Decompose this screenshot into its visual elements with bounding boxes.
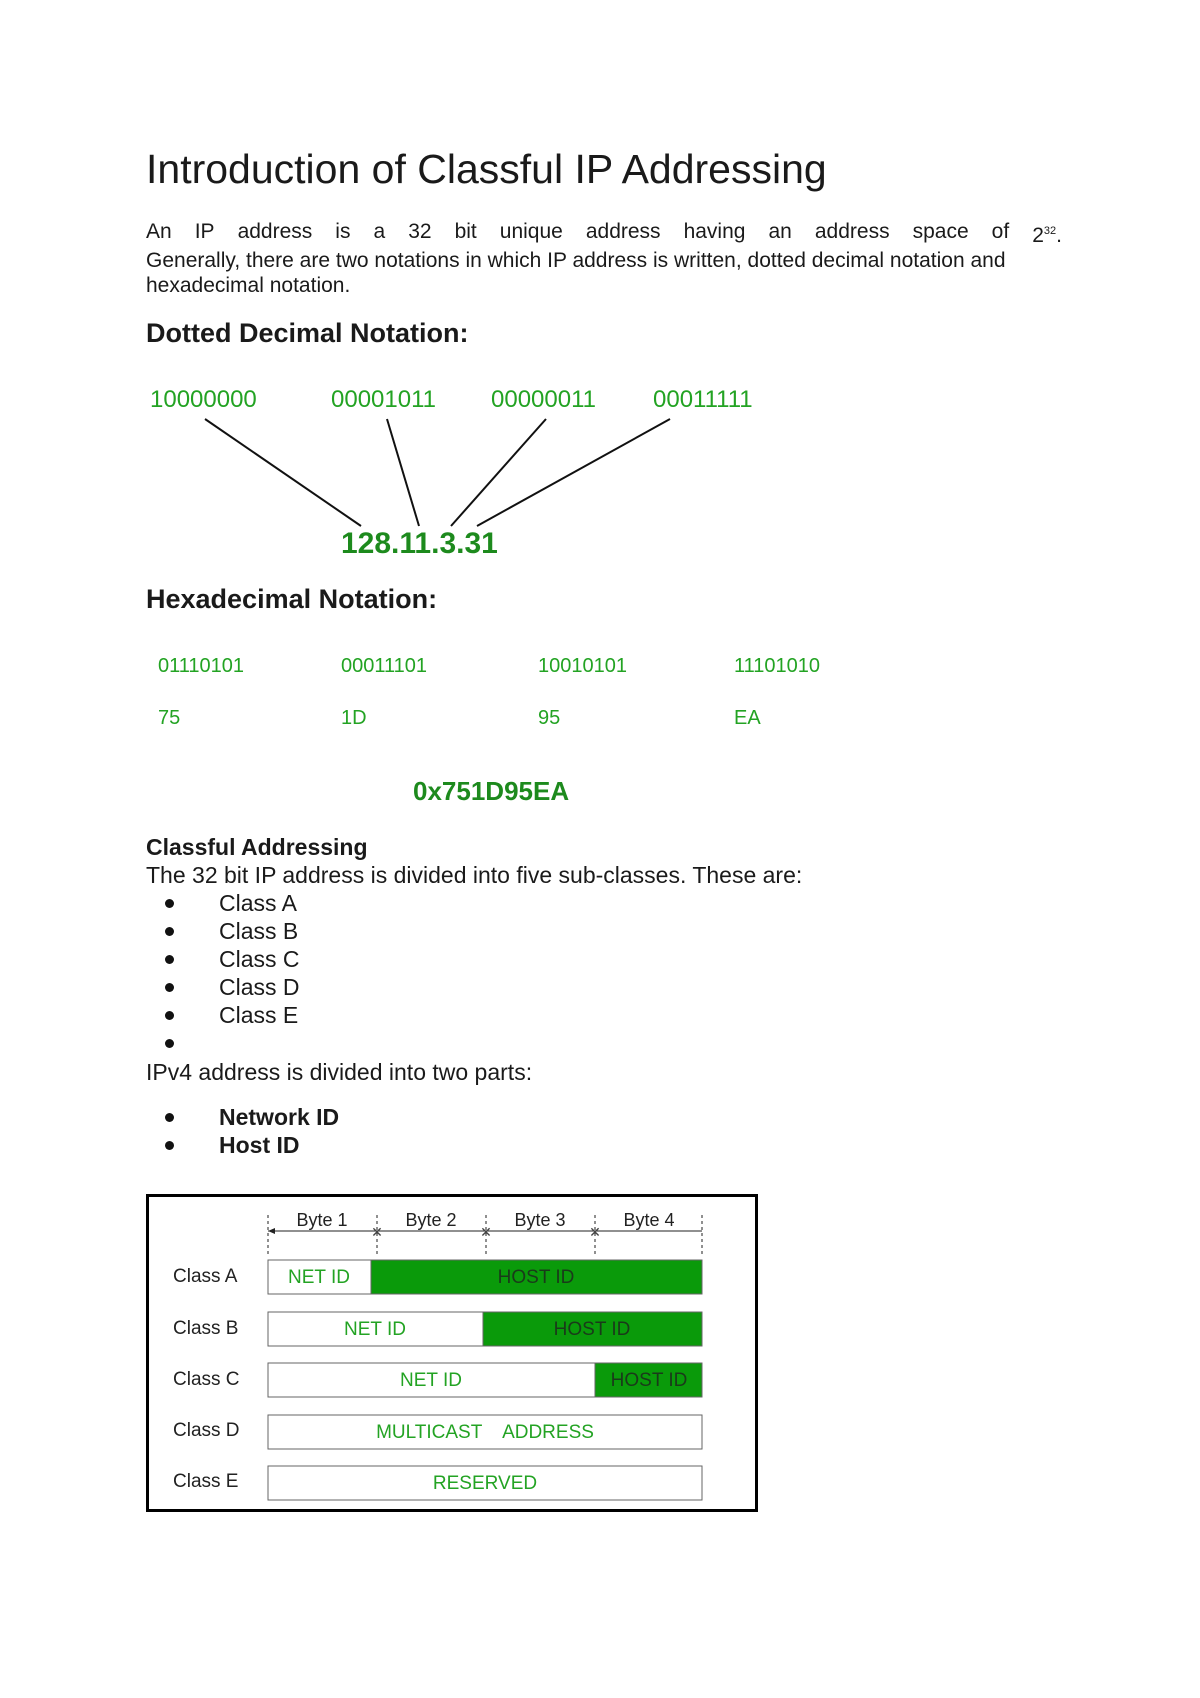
connector-line bbox=[387, 419, 419, 526]
class-b-host-label: HOST ID bbox=[553, 1319, 631, 1340]
arrow-left-icon bbox=[268, 1228, 275, 1234]
hex-binary-3: 10010101 bbox=[538, 655, 627, 677]
dotted-heading: Dotted Decimal Notation: bbox=[146, 318, 469, 348]
intro-word: 32 bbox=[408, 220, 432, 243]
bullet-icon bbox=[165, 1113, 174, 1122]
dotted-result: 128.11.3.31 bbox=[341, 527, 498, 560]
parts-intro: IPv4 address is divided into two parts: bbox=[146, 1059, 533, 1085]
page-title: Introduction of Classful IP Addressing bbox=[146, 146, 827, 192]
intro-word: bit bbox=[454, 220, 477, 243]
hex-binary-2: 00011101 bbox=[341, 655, 428, 677]
intro-word: space bbox=[912, 220, 969, 243]
dotted-octet-2: 00001011 bbox=[331, 386, 436, 413]
class-b-net-label: NET ID bbox=[344, 1319, 406, 1340]
hex-value-2: 1D bbox=[341, 707, 367, 729]
hex-value-4: EA bbox=[734, 707, 761, 729]
intro-word: of bbox=[991, 220, 1010, 243]
hex-binary-4: 11101010 bbox=[734, 655, 821, 677]
row-label-class-e: Class E bbox=[173, 1471, 239, 1492]
intro-word: address bbox=[237, 220, 313, 243]
address-space-value: $2^{32}$. bbox=[1032, 224, 1062, 247]
class-c-host-label: HOST ID bbox=[610, 1370, 688, 1391]
bullet-icon bbox=[165, 899, 174, 908]
hex-value-3: 95 bbox=[538, 707, 561, 729]
class-a-host-label: HOST ID bbox=[497, 1267, 575, 1288]
classful-intro: The 32 bit IP address is divided into five sub-classes. These are: bbox=[146, 862, 803, 888]
byte-label-1: Byte 1 bbox=[296, 1210, 348, 1230]
dotted-octet-4: 00011111 bbox=[653, 386, 753, 413]
row-label-class-d: Class D bbox=[173, 1420, 240, 1441]
class-diagram-svg bbox=[149, 1197, 755, 1509]
divider-mark-icon: ✕ bbox=[589, 1224, 601, 1240]
bullet-icon bbox=[165, 955, 174, 964]
intro-word: having bbox=[683, 220, 746, 243]
connector-line bbox=[477, 419, 670, 526]
divider-mark-icon: ✕ bbox=[480, 1224, 492, 1240]
class-c-net-label: NET ID bbox=[400, 1370, 462, 1391]
connector-line bbox=[451, 419, 546, 526]
divider-mark-icon: ✕ bbox=[371, 1224, 383, 1240]
intro-line-2: Generally, there are two notations in which IP address is written, dotted decimal notation and bbox=[146, 249, 1006, 272]
class-e-label: RESERVED bbox=[432, 1473, 538, 1494]
byte-label-4: Byte 4 bbox=[623, 1210, 675, 1230]
dotted-octet-1: 10000000 bbox=[150, 386, 257, 413]
byte-label-2: Byte 2 bbox=[405, 1210, 457, 1230]
class-diagram bbox=[146, 1194, 758, 1512]
dotted-octet-3: 00000011 bbox=[491, 386, 596, 413]
connector-line bbox=[205, 419, 361, 526]
intro-word: unique bbox=[499, 220, 563, 243]
hex-heading: Hexadecimal Notation: bbox=[146, 584, 438, 614]
intro-word: is bbox=[335, 220, 351, 243]
class-a-net-label: NET ID bbox=[288, 1267, 350, 1288]
row-label-class-c: Class C bbox=[173, 1369, 240, 1390]
intro-word: IP bbox=[194, 220, 215, 243]
row-label-class-b: Class B bbox=[173, 1318, 239, 1339]
classful-heading: Classful Addressing bbox=[146, 834, 368, 860]
row-label-class-a: Class A bbox=[173, 1266, 238, 1287]
hex-result: 0x751D95EA bbox=[413, 776, 570, 806]
intro-word: address bbox=[814, 220, 890, 243]
dotted-connector-lines bbox=[0, 0, 1200, 600]
bullet-icon bbox=[165, 927, 174, 936]
intro-line-3: hexadecimal notation. bbox=[146, 274, 351, 297]
intro-word: address bbox=[585, 220, 661, 243]
bullet-icon bbox=[165, 1039, 174, 1048]
intro-word: An bbox=[146, 220, 172, 243]
class-d-label: MULTICAST ADDRESS bbox=[376, 1422, 594, 1443]
byte-label-3: Byte 3 bbox=[514, 1210, 566, 1230]
intro-word: an bbox=[768, 220, 792, 243]
bullet-icon bbox=[165, 983, 174, 992]
intro-word: a bbox=[373, 220, 386, 243]
hex-binary-1: 01110101 bbox=[158, 655, 245, 677]
bullet-icon bbox=[165, 1141, 174, 1150]
bullet-icon bbox=[165, 1011, 174, 1020]
hex-value-1: 75 bbox=[158, 707, 181, 729]
